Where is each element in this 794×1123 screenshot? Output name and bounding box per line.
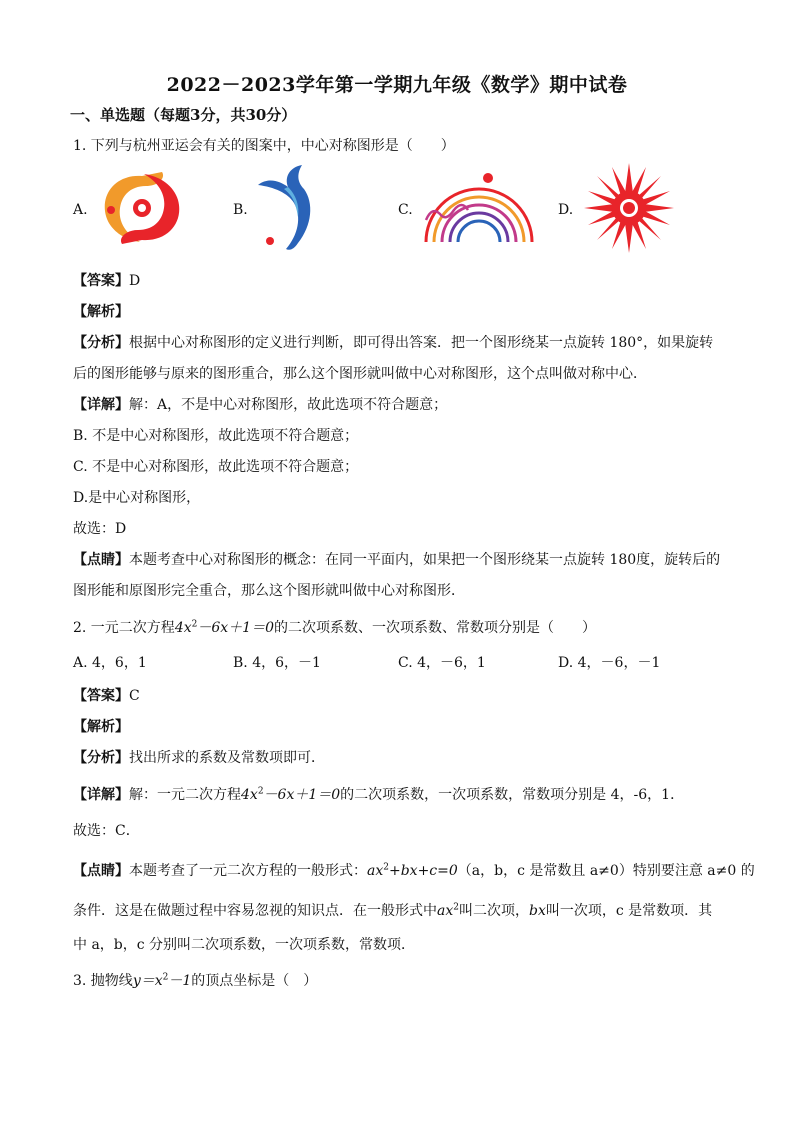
q2-option-d: D. 4，－6，－1 [558, 655, 661, 671]
q1-option-d-label: D. [558, 202, 574, 218]
q1-answer: 【答案】D [73, 273, 141, 289]
q2-option-c: C. 4，－6，1 [398, 655, 486, 671]
q2-xiangjie: 【详解】解：一元二次方程$4x^2-6x+1=0$的二次项系数，一次项系数，常数项分别是 4，-6，1． [73, 786, 685, 803]
q2-fenxi: 【分析】找出所求的系数及常数项即可． [73, 750, 325, 766]
dragon-emblem-icon [96, 168, 188, 248]
q2-choose: 故选：C． [73, 823, 140, 839]
q1-choose: 故选：D [73, 521, 127, 537]
q2-dianjing-3: 中 a，b，c 分别叫二次项系数，一次项系数，常数项． [73, 937, 416, 953]
q3-stem: 3. 抛物线$y=x^2-1$的顶点坐标是（ ） [73, 972, 318, 989]
q1-fenxi-2: 后的图形能够与原来的图形重合，那么这个图形就叫做中心对称图形，这个点叫做对称中心． [73, 366, 647, 382]
q2-answer: 【答案】C [73, 688, 140, 704]
q2-dianjing-1: 【点睛】本题考查了一元二次方程的一般形式：$ax^2+bx+c=0(a$，b，c 是常数且 a≠0）特别要注意 a≠0 的 [73, 862, 755, 879]
q1-xiangjie-1: 【详解】解：A，不是中心对称图形，故此选项不符合题意； [73, 397, 448, 413]
q1-fenxi-1: 【分析】根据中心对称图形的定义进行判断，即可得出答案．把一个图形绕某一点旋转 180°，如果旋转 [73, 335, 714, 351]
q1-dianjing-1: 【点睛】本题考查中心对称图形的概念：在同一平面内，如果把一个图形绕某一点旋转 180度，旋转后的 [73, 552, 721, 568]
q2-dianjing-2: 条件．这是在做题过程中容易忽视的知识点．在一般形式中$ax^2$叫二次项，bx叫一次项，c 是常数项．其 [73, 902, 713, 919]
section-heading: 一、单选题（每题3分，共30分） [70, 106, 297, 124]
q1-option-c-label: C. [398, 202, 413, 218]
q1-line-b: B. 不是中心对称图形，故此选项不符合题意； [73, 428, 359, 444]
q1-dianjing-2: 图形能和原图形完全重合，那么这个图形就叫做中心对称图形． [73, 583, 465, 599]
q2-option-b: B. 4，6，－1 [233, 655, 321, 671]
q2-stem: 2. 一元二次方程$4x^2-6x+1=0$的二次项系数、一次项系数、常数项分别是（ ） [73, 619, 596, 636]
q1-line-d: D.是中心对称图形， [73, 490, 201, 506]
page-title: 2022－2023学年第一学期九年级《数学》期中试卷 [166, 74, 628, 96]
sun-emblem-icon [584, 163, 674, 253]
q1-stem: 1. 下列与杭州亚运会有关的图案中，中心对称图形是（ ） [73, 138, 455, 154]
q2-analysis-tag: 【解析】 [73, 719, 129, 735]
rainbow-emblem-icon [420, 168, 538, 248]
q1-analysis-tag: 【解析】 [73, 304, 129, 320]
q2-option-a: A. 4，6，1 [73, 655, 147, 671]
q1-option-b-label: B. [233, 202, 248, 218]
q1-line-c: C. 不是中心对称图形，故此选项不符合题意； [73, 459, 359, 475]
q1-option-a-label: A. [73, 202, 88, 218]
fish-emblem-icon [254, 163, 318, 253]
